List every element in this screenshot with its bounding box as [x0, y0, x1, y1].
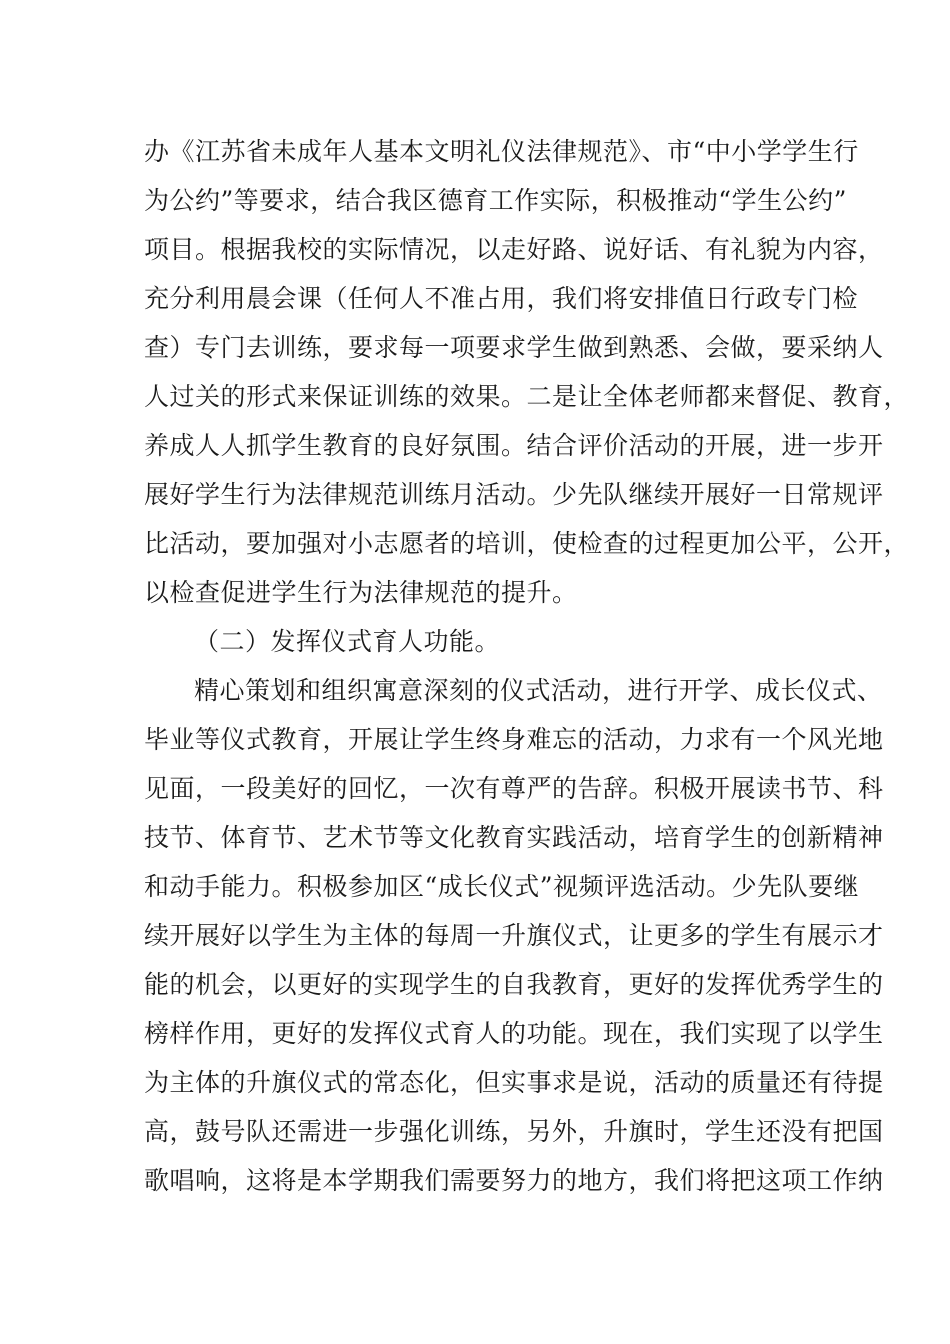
text-line: 和动手能力。积极参加区“成长仪式”视频评选活动。少先队要继 — [144, 872, 860, 901]
text-line: 人过关的形式来保证训练的效果。二是让全体老师都来督促、教育， — [144, 382, 910, 411]
text-line: 办《江苏省未成年人基本文明礼仪法律规范》、市“中小学学生行 — [144, 137, 859, 166]
text-line: 续开展好以学生为主体的每周一升旗仪式，让更多的学生有展示才 — [144, 921, 884, 950]
text-line: 为主体的升旗仪式的常态化，但实事求是说，活动的质量还有待提 — [144, 1068, 884, 1097]
text-line: 养成人人抓学生教育的良好氛围。结合评价活动的开展，进一步开 — [144, 431, 884, 460]
text-line: 毕业等仪式教育，开展让学生终身难忘的活动，力求有一个风光地 — [144, 725, 884, 754]
section-heading: （二）发挥仪式育人功能。 — [194, 627, 501, 656]
text-line: 以检查促进学生行为法律规范的提升。 — [144, 578, 578, 607]
text-line: 为公约”等要求，结合我区德育工作实际，积极推动“学生公约” — [144, 186, 847, 215]
text-line: 比活动，要加强对小志愿者的培训，使检查的过程更加公平，公开， — [144, 529, 910, 558]
text-line: 高，鼓号队还需进一步强化训练，另外，升旗时，学生还没有把国 — [144, 1117, 884, 1146]
text-line: 见面，一段美好的回忆，一次有尊严的告辞。积极开展读书节、科 — [144, 774, 884, 803]
text-line: 能的机会，以更好的实现学生的自我教育，更好的发挥优秀学生的 — [144, 970, 884, 999]
text-line: 项目。根据我校的实际情况，以走好路、说好话、有礼貌为内容， — [144, 235, 884, 264]
text-line: 歌唱响，这将是本学期我们需要努力的地方，我们将把这项工作纳 — [144, 1166, 884, 1195]
text-line: 展好学生行为法律规范训练月活动。少先队继续开展好一日常规评 — [144, 480, 884, 509]
document-body — [144, 132, 910, 1210]
text-line: 技节、体育节、艺术节等文化教育实践活动，培育学生的创新精神 — [144, 823, 884, 852]
paragraph-first-line: 精心策划和组织寓意深刻的仪式活动，进行开学、成长仪式、 — [194, 676, 883, 705]
text-line: 查）专门去训练，要求每一项要求学生做到熟悉、会做，要采纳人 — [144, 333, 884, 362]
text-line: 榜样作用，更好的发挥仪式育人的功能。现在，我们实现了以学生 — [144, 1019, 884, 1048]
text-line: 充分利用晨会课（任何人不准占用，我们将安排值日行政专门检 — [144, 284, 859, 313]
